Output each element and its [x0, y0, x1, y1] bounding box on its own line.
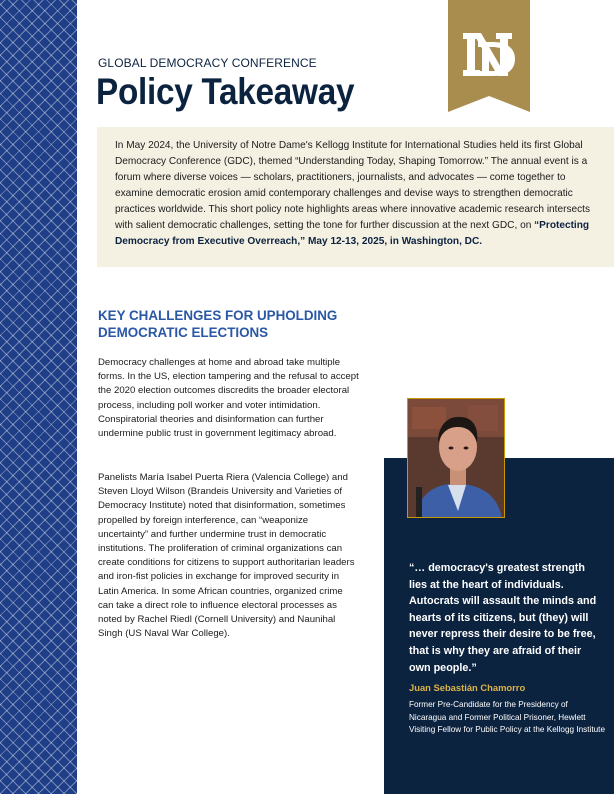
- quote-author-name: Juan Sebastián Chamorro: [409, 682, 526, 693]
- section-title: KEY CHALLENGES FOR UPHOLDING DEMOCRATIC ELECTIONS: [98, 308, 338, 340]
- pull-quote: “… democracy's greatest strength lies at the heart of individuals. Autocrats will assault the minds and hearts of its citizens, but (they) will never repress their desire to be free, that is why they are afraid of their own people.”: [409, 562, 597, 674]
- body-paragraph: Panelists María Isabel Puerta Riera (Valencia College) and Steven Lloyd Wilson (Brandeis University and Varieties of Democracy Institute) noted that disinformation, sometimes propelled by foreign interference, can “weaponize uncertainty” and further undermine trust in democratic institutions. The proliferation of criminal organizations can create conditions for citizens to support authoritarian leaders and iron-fist policies in exchange for improved security in Latin America. In some African countries, organized crime can take a direct role to influence electoral processes as noted by Rachel Riedl (Cornell University) and Naunihal Singh (US Naval War College).: [98, 472, 355, 640]
- intro-text: In May 2024, the University of Notre Dame's Kellogg Institute for International Studies held its first Global Democracy Conference (GDC), themed “Understanding Today, Shaping Tomorrow.” The annual event is a forum where diverse voices — scholars, practitioners, journalists, and advocates — come together to examine democratic erosion amid contemporary challenges and devise ways to strengthen democratic practices worldwide. This short policy note highlights areas where innovative academic research intersects with salient democratic challenges, setting the tone for further discussion at the next GDC, on: [115, 140, 591, 231]
- speaker-portrait-icon: [408, 399, 505, 518]
- body-paragraph: Democracy challenges at home and abroad take multiple forms. In the US, election tampering and the refusal to accept the 2020 election outcomes discredits the broader electoral process, including poll worker and voter intimidation. Conspiratorial theories and disinformation can further undermine public trust in government legitimacy abroad.: [98, 357, 359, 440]
- eyebrow-label: GLOBAL DEMOCRACY CONFERENCE: [98, 56, 317, 70]
- intro-paragraph: [115, 138, 602, 250]
- intro-box: [97, 127, 614, 267]
- intro-highlight: “Protecting Democracy from Executive Overreach,” May 12-13, 2025, in Washington, DC.: [115, 220, 590, 247]
- page-title: Policy Takeaway: [96, 71, 355, 112]
- quote-author-role: Former Pre-Candidate for the Presidency of Nicaragua and Former Political Prisoner, Hewlett Visiting Fellow for Public Policy at the Kellogg Institute: [409, 700, 605, 735]
- crosshatch-sidebar: [0, 0, 77, 794]
- notre-dame-nd-monogram-icon: [448, 0, 530, 112]
- speaker-photo: [407, 398, 505, 518]
